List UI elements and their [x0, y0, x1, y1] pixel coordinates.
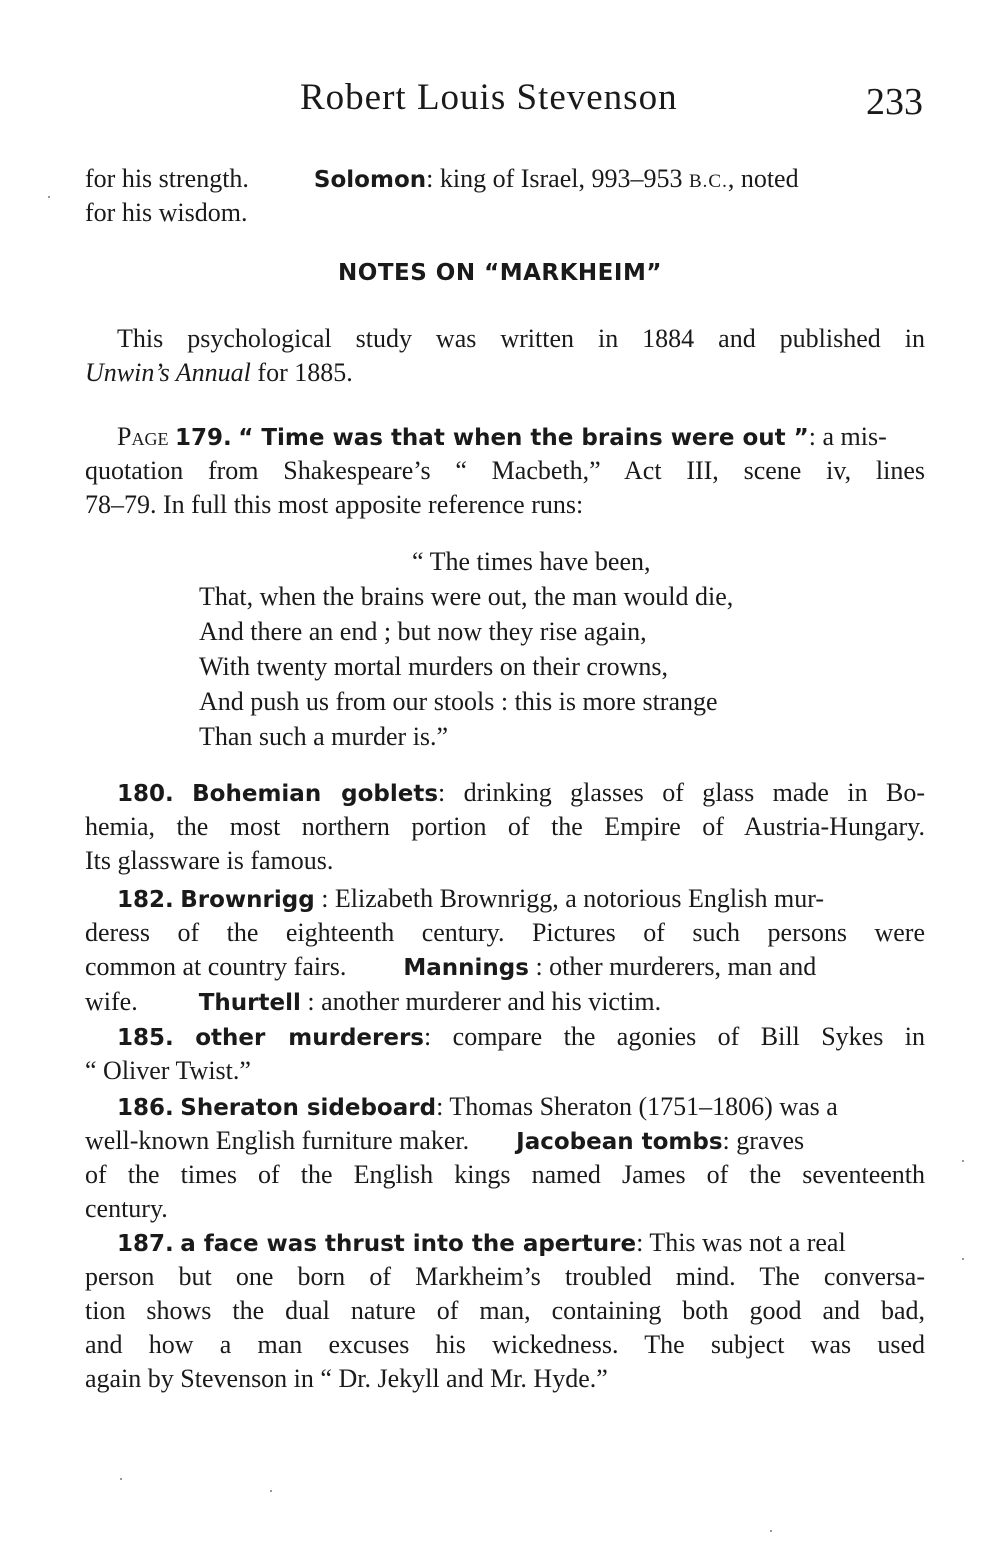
- note-186-line-2: [85, 1124, 925, 1158]
- paragraph-line: This psychological study was written in 1884 and published in: [117, 324, 925, 353]
- verse-line: With twenty mortal murders on their crowns,: [199, 652, 669, 681]
- running-title: Robert Louis Stevenson: [300, 77, 678, 118]
- note-text: : a mis-: [808, 422, 887, 451]
- note-187-line-5: again by Stevenson in “ Dr. Jekyll and Mr. Hyde.”: [85, 1364, 608, 1393]
- note-text: : Thomas Sheraton (1751–1806) was a: [436, 1092, 838, 1121]
- scan-speck: [770, 1530, 772, 1532]
- note-term: Thurtell: [198, 990, 301, 1016]
- note-number: 185.: [117, 1025, 174, 1051]
- note-179-line-3: 78–79. In full this most apposite reference runs:: [85, 490, 584, 519]
- verse-line: That, when the brains were out, the man would die,: [199, 582, 734, 611]
- journal-title: Unwin’s Annual: [85, 358, 251, 387]
- note-text: : compare the agonies of Bill Sykes in: [423, 1022, 925, 1051]
- note-term: Sheraton sideboard: [180, 1095, 437, 1121]
- scan-speck: [962, 1160, 964, 1162]
- note-term: Brownrigg: [180, 887, 315, 913]
- page-number: 233: [866, 81, 923, 123]
- note-term: Jacobean tombs: [516, 1129, 723, 1155]
- note-186-line-3: of the times of the English kings named James of the seventeenth: [85, 1160, 925, 1189]
- note-179-line-1: [117, 420, 925, 454]
- note-182-line-4: [85, 985, 925, 1019]
- verse-line: Than such a murder is.”: [199, 722, 449, 751]
- note-text: : other murderers, man and: [535, 952, 817, 981]
- note-term: Solomon: [313, 167, 427, 193]
- note-186-line-4: century.: [85, 1194, 168, 1223]
- note-number: 182.: [117, 887, 174, 913]
- note-180-line-1: [117, 776, 925, 810]
- section-heading: NOTES ON “MARKHEIM”: [338, 260, 662, 286]
- intro-text: for his strength.: [85, 164, 249, 193]
- verse-line: “ The times have been,: [412, 547, 651, 576]
- scan-speck: [120, 1478, 122, 1480]
- note-term: other murderers: [195, 1025, 424, 1051]
- note-text: : This was not a real: [636, 1228, 846, 1257]
- note-number: 180.: [117, 781, 174, 807]
- note-185-line-1: [117, 1020, 925, 1054]
- note-187-line-2: person but one born of Markheim’s troubled mind. The conversa-: [85, 1262, 925, 1291]
- note-text: : Elizabeth Brownrigg, a notorious English mur-: [314, 884, 824, 913]
- note-number: 179.: [174, 425, 232, 451]
- intro-line-2: for his wisdom.: [85, 198, 248, 227]
- note-187-line-3: tion shows the dual nature of man, containing both good and bad,: [85, 1296, 925, 1325]
- scan-speck: [962, 1258, 964, 1260]
- note-187-line-1: [117, 1226, 925, 1260]
- note-text: : drinking glasses of glass made in Bo-: [438, 778, 925, 807]
- page-label: Page: [117, 422, 169, 451]
- era-abbrev: B.C.: [688, 171, 728, 192]
- intro-text: , noted: [727, 164, 799, 193]
- note-term: “ Time was that when the brains were out ”: [238, 425, 809, 451]
- note-text: : graves: [722, 1126, 805, 1155]
- note-182-line-1: [117, 882, 925, 916]
- note-180-line-3: Its glassware is famous.: [85, 846, 334, 875]
- note-term: Bohemian goblets: [192, 781, 439, 807]
- note-text: well-known English furniture maker.: [85, 1126, 470, 1155]
- note-185-line-2: “ Oliver Twist.”: [85, 1056, 251, 1085]
- note-text: common at country fairs.: [85, 952, 347, 981]
- note-term: a face was thrust into the aperture: [180, 1231, 637, 1257]
- note-182-line-2: deress of the eighteenth century. Pictures of such persons were: [85, 918, 925, 947]
- note-186-line-1: [117, 1090, 925, 1124]
- paragraph-text: for 1885.: [250, 358, 353, 387]
- verse-line: And there an end ; but now they rise again,: [199, 617, 647, 646]
- note-187-line-4: and how a man excuses his wickedness. The subject was used: [85, 1330, 925, 1359]
- intro-text: : king of Israel, 993–953: [426, 164, 683, 193]
- note-number: 187.: [117, 1231, 174, 1257]
- note-179-line-2: quotation from Shakespeare’s “ Macbeth,” Act III, scene iv, lines: [85, 456, 925, 485]
- note-number: 186.: [117, 1095, 174, 1121]
- scan-speck: [48, 196, 50, 198]
- verse-line: And push us from our stools : this is more strange: [199, 687, 718, 716]
- note-term: Mannings: [403, 955, 529, 981]
- note-182-line-3: [85, 950, 925, 984]
- scan-speck: [270, 1490, 272, 1492]
- paragraph-line: [85, 356, 925, 390]
- note-text: : another murderer and his victim.: [307, 987, 662, 1016]
- intro-line-1: [85, 162, 925, 196]
- note-text: wife.: [85, 987, 138, 1016]
- note-180-line-2: hemia, the most northern portion of the Empire of Austria-Hungary.: [85, 812, 925, 841]
